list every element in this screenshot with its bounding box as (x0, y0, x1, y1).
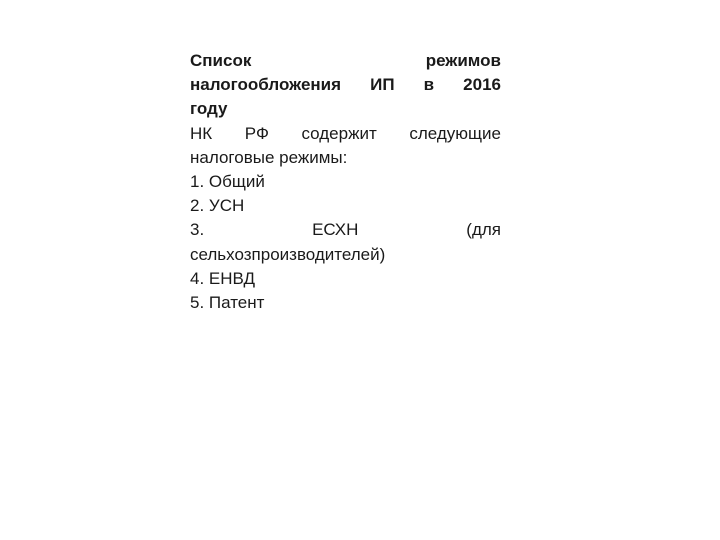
title-line-3 (190, 97, 501, 121)
regime-eshn: ЕСХН (312, 220, 359, 240)
intro-tax-regimes: налоговые режимы: (190, 147, 348, 167)
regime-item-3 (190, 218, 501, 242)
regime-3-number: 3. (190, 220, 205, 240)
intro-word-nk: НК (190, 123, 213, 143)
title-word-in: в (423, 75, 435, 95)
title-line-1 (190, 49, 501, 73)
title-word-year-label: году (190, 99, 228, 119)
regime-envd: 4. ЕНВД (190, 268, 255, 288)
regime-usn: 2. УСН (190, 196, 245, 216)
title-word-regimes: режимов (425, 51, 501, 70)
regime-item-2 (190, 194, 501, 218)
title-word-year: 2016 (463, 75, 501, 95)
regime-general: 1. Общий (190, 171, 265, 191)
document-body (190, 49, 501, 315)
intro-line-1 (190, 122, 501, 146)
regime-item-4 (190, 267, 501, 291)
regime-agri-producers: сельхозпроизводителей) (190, 244, 386, 264)
regime-item-3-continued (190, 243, 501, 267)
title-line-2 (190, 73, 501, 97)
regime-3-paren: (для (466, 220, 501, 240)
intro-word-rf: РФ (244, 123, 269, 143)
regime-item-5 (190, 291, 501, 315)
title-word-taxation: налогообложения (190, 75, 342, 95)
regime-patent: 5. Патент (190, 292, 265, 312)
intro-word-contains: содержит (301, 123, 377, 143)
intro-word-following: следующие (409, 123, 501, 143)
title-word-ip: ИП (370, 75, 395, 95)
intro-line-2 (190, 146, 501, 170)
title-word-list: Список (190, 51, 252, 70)
regime-item-1 (190, 170, 501, 194)
